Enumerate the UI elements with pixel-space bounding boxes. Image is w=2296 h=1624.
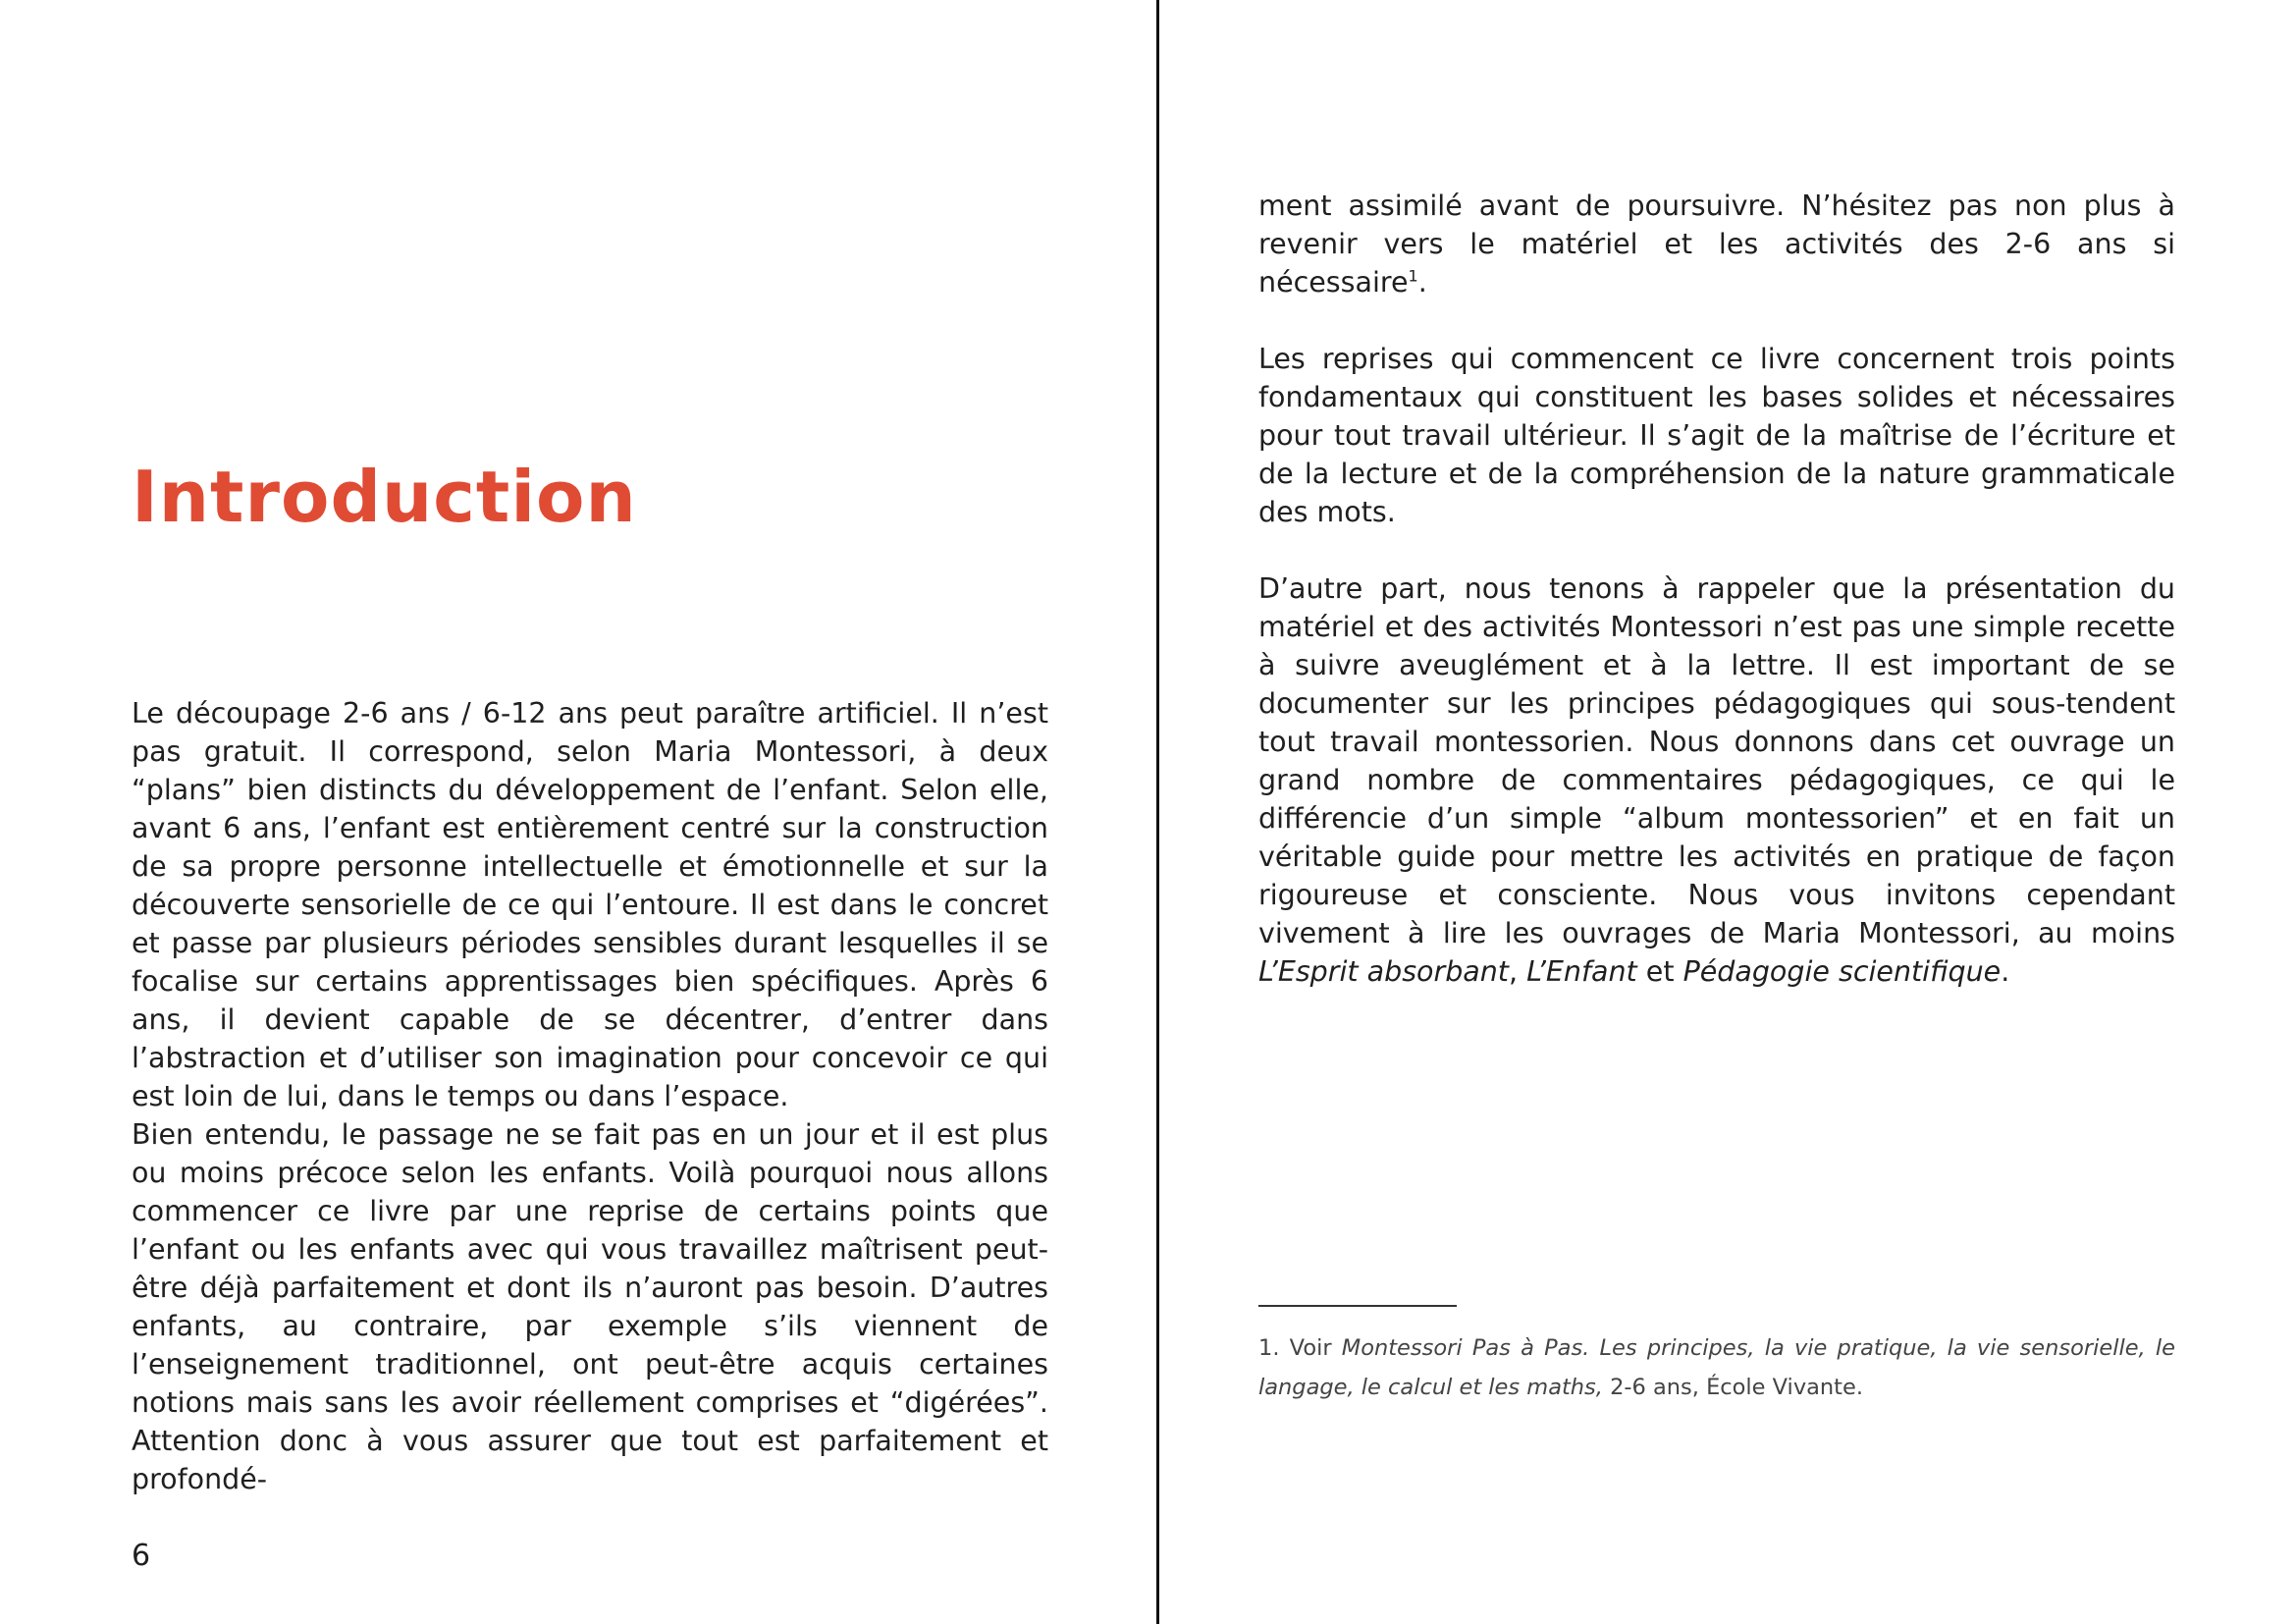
right-paragraph-1-text: ment assimilé avant de poursuivre. N’hésitez pas non plus à revenir vers le matériel et les activités des 2-6 ans si nécessaire (1258, 189, 2175, 298)
footnote-suffix: 2-6 ans, École Vivante. (1602, 1375, 1863, 1400)
left-paragraph-2: Bien entendu, le passage ne se fait pas en un jour et il est plus ou moins précoce selon les enfants. Voilà pourquoi nous allons commencer ce livre par une reprise de certains points que l’enfant ou les enfants avec qui vous travaillez maîtrisent peut-être déjà parfaitement et dont ils n’auront pas besoin. D’autres enfants, au contraire, par exemple s’ils viennent de l’enseignement traditionnel, ont peut-être acquis certaines notions mais sans les avoir réellement comprises et “digérées”. Attention donc à vous assurer que tout est parfaitement et profondé- (132, 1118, 1048, 1495)
chapter-title: Introduction (132, 456, 637, 538)
footnote-prefix: 1. Voir (1258, 1335, 1342, 1361)
footnote-reference: 1 (1408, 266, 1418, 286)
right-paragraph-3-text: D’autre part, nous tenons à rappeler que la présentation du matériel et des activités Montessori n’est pas une simple recette à suivre aveuglément et à la lettre. Il est important de se documenter sur les principes pédagogiques qui sous-tendent tout travail montessorien. Nous donnons dans cet ouvrage un grand nombre de commentaires pédagogiques, ce qui le différencie d’un simple “album montessorien” et en fait un véritable guide pour mettre les activités en pratique de façon rigoureuse et consciente. Nous vous invitons cependant vivement à lire les ouvrages de Maria Montessori, au moins (1258, 572, 2175, 949)
right-paragraph-3-end: . (2001, 955, 2010, 988)
book-title-enfant: L’Enfant (1526, 955, 1637, 988)
book-title-esprit-absorbant: L’Esprit absorbant (1258, 955, 1509, 988)
footnote (1258, 1328, 2175, 1407)
right-paragraph-2: Les reprises qui commencent ce livre concernent trois points fondamentaux qui constituent les bases solides et nécessaires pour tout travail ultérieur. Il s’agit de la maîtrise de l’écriture et de la lecture et de la compréhension de la nature grammaticale des mots. (1258, 343, 2175, 528)
book-separator-1: , (1508, 955, 1527, 988)
footnote-book-title: Montessori Pas à Pas. Les principes, la vie pratique, la vie sensorielle, le langage, le calcul et les maths, (1258, 1335, 2175, 1400)
footnote-rule (1258, 1305, 1457, 1307)
left-body-text (132, 694, 1048, 1498)
left-paragraph-1: Le découpage 2-6 ans / 6-12 ans peut paraître artificiel. Il n’est pas gratuit. Il correspond, selon Maria Montessori, à deux “plans” bien distincts du développement de l’enfant. Selon elle, avant 6 ans, l’enfant est entièrement centré sur la construction de sa propre personne intellectuelle et émotionnelle et sur la découverte sensorielle de ce qui l’entoure. Il est dans le concret et passe par plusieurs périodes sensibles durant lesquelles il se focalise sur certains apprentissages bien spécifiques. Après 6 ans, il devient capable de se décentrer, d’entrer dans l’abstraction et d’utiliser son imagination pour concevoir ce qui est loin de lui, dans le temps ou dans l’espace. (132, 697, 1048, 1112)
page-number: 6 (132, 1539, 151, 1573)
right-paragraph-1 (1258, 187, 2175, 301)
book-title-pedagogie-scientifique: Pédagogie scientifique (1682, 955, 2002, 988)
book-separator-2: et (1636, 955, 1683, 988)
right-page (1159, 0, 2296, 1624)
right-paragraph-1-end: . (1417, 266, 1427, 298)
right-body-text (1258, 187, 2175, 1029)
right-paragraph-3 (1258, 569, 2175, 991)
